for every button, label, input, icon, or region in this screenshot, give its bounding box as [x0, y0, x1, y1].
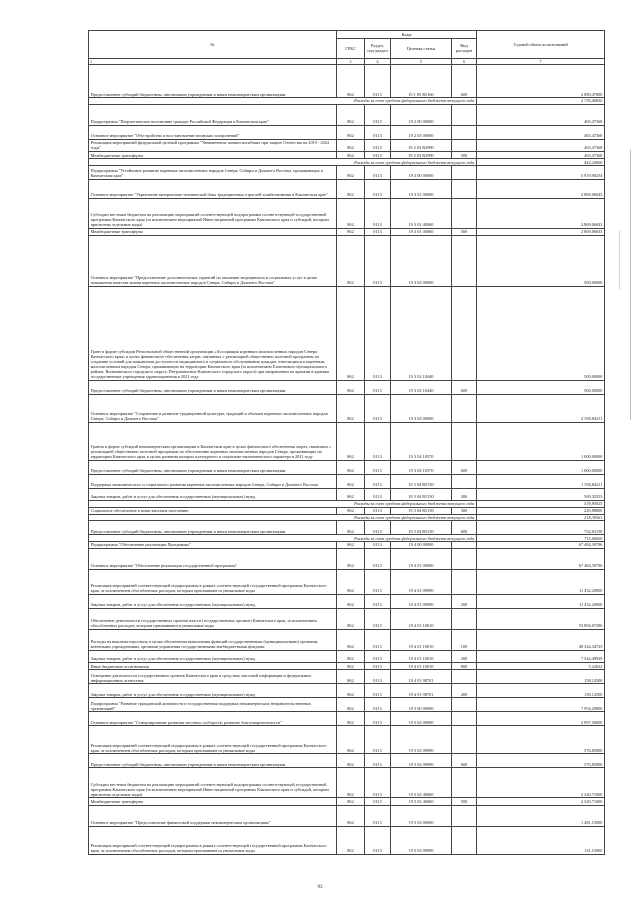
column-number: 1 [89, 59, 337, 65]
row-amount: 1 550,84211 [477, 475, 605, 489]
row-target-article: 19 3 04 10570 [391, 461, 452, 475]
row-expense-type: 600 [452, 461, 477, 475]
row-target-article: 19 4 01 10010 [391, 609, 452, 630]
column-number: 4 [365, 59, 391, 65]
row-name: Субсидии местным бюджетам на реализацию мероприятий соответствующей подпрограммы соответствующей государственной программы Камчатского края (за исключением мероприятий Инвестиционной программы Камчатского края и субсидий, которым присвоены отдельные коды) [89, 198, 337, 228]
row-expense-type [452, 826, 477, 854]
column-number: 5 [391, 59, 452, 65]
row-razdel: 0113 [365, 595, 391, 609]
row-amount: 11 432,20000 [477, 595, 605, 609]
row-name: Предоставление субсидий бюджетным, автономным учреждениям и иным некоммерческим организациям [89, 65, 337, 98]
row-name: Социальное обеспечение и иные выплаты населению [89, 507, 337, 514]
row-grbs: 862 [337, 139, 365, 151]
row-grbs: 862 [337, 595, 365, 609]
row-grbs: 862 [337, 798, 365, 805]
row-name: Субсидии местным бюджетам на реализацию мероприятий соответствующей подпрограммы соответствующей государственной программы Камчатского края (за исключением мероприятий Инвестиционной программы Камчатского края и субсидий, которым присвоены отдельные коды) [89, 768, 337, 798]
row-amount: 229,88800 [477, 507, 605, 514]
row-name: Реализация мероприятий соответствующей подпрограммы в рамках соответствующей государственной программы Камчатского края, за исключением обособленных расходов, которым присваиваются уникальные коды [89, 826, 337, 854]
row-target-article: 19 5 02 40060 [391, 768, 452, 798]
row-amount: 2 550,84211 [477, 395, 605, 423]
table-row [89, 826, 605, 854]
row-razdel: 0113 [365, 670, 391, 684]
row-amount: 569,32553 [477, 489, 605, 501]
row-name: Подпрограмма "Обеспечение реализации Программы" [89, 541, 337, 548]
row-name: Основное мероприятие "Предоставление финансовой поддержки некоммерческим организациям" [89, 805, 337, 826]
row-expense-type: 300 [452, 507, 477, 514]
row-name: Основное мероприятие "Укрепление материально-технической базы традиционных отраслей хозяйствования в Камчатском крае" [89, 179, 337, 198]
row-razdel: 0113 [365, 570, 391, 595]
table-row [89, 287, 605, 381]
row-razdel: 0113 [365, 198, 391, 228]
table-row [89, 198, 605, 228]
row-amount: 1 000,00000 [477, 461, 605, 475]
row-razdel: 0113 [365, 139, 391, 151]
table-row [89, 179, 605, 198]
row-razdel: 0113 [365, 125, 391, 139]
table-row [89, 507, 605, 514]
table-row [89, 712, 605, 726]
row-name: Межбюджетные трансферты [89, 798, 337, 805]
row-grbs: 862 [337, 152, 365, 159]
row-name: Расходы на выплаты персоналу в целях обеспечения выполнения функций государственными (муниципальными) органами, казенными учреждениями, органами управления государственными внебюджетными фондами [89, 630, 337, 651]
row-expense-type: 200 [452, 489, 477, 501]
row-amount: 7 954,29000 [477, 698, 605, 712]
row-amount: 2 880,47000 [477, 65, 605, 98]
row-target-article: 19 5 03 09990 [391, 826, 452, 854]
row-amount: 465,47368 [477, 104, 605, 125]
subtotal-amount: 218,39361 [477, 514, 605, 520]
row-expense-type [452, 698, 477, 712]
table-row [89, 609, 605, 630]
row-razdel: 0113 [365, 104, 391, 125]
header-codes: Коды [337, 31, 477, 39]
row-target-article: 19 2 03 R2990 [391, 139, 452, 151]
table-row [89, 630, 605, 651]
row-razdel: 0113 [365, 609, 391, 630]
row-grbs: 862 [337, 768, 365, 798]
row-expense-type: 200 [452, 684, 477, 698]
table-row [89, 228, 605, 235]
table-row [89, 461, 605, 475]
row-expense-type: 600 [452, 65, 477, 98]
row-grbs: 862 [337, 287, 365, 381]
row-expense-type [452, 549, 477, 570]
row-grbs: 862 [337, 570, 365, 595]
table-row [89, 805, 605, 826]
row-target-article: 19 4 01 10010 [391, 630, 452, 651]
row-razdel: 0113 [365, 698, 391, 712]
row-amount: 752,63158 [477, 521, 605, 535]
row-amount: 2 869,06043 [477, 198, 605, 228]
row-name: Основное мероприятие "Стимулирование развития местных сообществ, развитие благотворительности" [89, 712, 337, 726]
row-target-article: 19 5 02 00000 [391, 712, 452, 726]
table-row [89, 726, 605, 754]
row-razdel: 0113 [365, 507, 391, 514]
row-grbs: 862 [337, 179, 365, 198]
row-amount: 2 869,06043 [477, 228, 605, 235]
row-razdel: 0113 [365, 630, 391, 651]
column-number: 6 [452, 59, 477, 65]
row-expense-type [452, 179, 477, 198]
budget-table [88, 30, 605, 855]
row-expense-type [452, 726, 477, 754]
row-amount: 67 484,39796 [477, 541, 605, 548]
row-razdel: 0113 [365, 461, 391, 475]
subtotal-amount: 715,00000 [477, 535, 605, 541]
row-razdel: 0113 [365, 805, 391, 826]
table-row [89, 570, 605, 595]
row-razdel: 0113 [365, 236, 391, 287]
subtotal-amount: 2 736,46850 [477, 98, 605, 104]
row-name: Основное мероприятие "Предоставление дополнительных гарантий по оказанию медицинских и социальных услуг в целях повышения качества жизни коренных малочисленных народов Севера, Сибири и Дальнего Востока" [89, 236, 337, 287]
subtotal-label: Расходы за счет средств федерального бюджета текущего года [89, 514, 477, 520]
row-target-article: 19 2 00 00000 [391, 104, 452, 125]
row-name: Иные бюджетные ассигнования [89, 663, 337, 670]
row-grbs: 862 [337, 549, 365, 570]
row-name: Закупка товаров, работ и услуг для обеспечения государственных (муниципальных) нужд [89, 489, 337, 501]
row-grbs: 862 [337, 712, 365, 726]
row-target-article: 19 4 01 98701 [391, 670, 452, 684]
row-name: Реализация мероприятий соответствующей подпрограммы в рамках соответствующей государственной программы Камчатского края, за исключением обособленных расходов, которым присваиваются уникальные коды [89, 726, 337, 754]
row-target-article: 19 4 01 09990 [391, 595, 452, 609]
row-grbs: 862 [337, 805, 365, 826]
row-name: Подпрограмма "Развитие гражданской активности и государственная поддержка некоммерческих неправительственных организаций" [89, 698, 337, 712]
row-amount: 2 897,56000 [477, 712, 605, 726]
row-grbs: 862 [337, 475, 365, 489]
row-name: Обеспечение деятельности государственных органов власти (государственных органов) Камчатского края, за исключением обособленных расходов, которым присваиваются уникальные коды [89, 609, 337, 630]
row-target-article: 19 2 03 R2990 [391, 152, 452, 159]
row-grbs: 862 [337, 165, 365, 179]
row-grbs: 862 [337, 754, 365, 768]
row-target-article: 19 3 01 40060 [391, 228, 452, 235]
row-razdel: 0113 [365, 65, 391, 98]
table-row [89, 489, 605, 501]
row-name: Основное мероприятие "Обеспечение реализации государственной программы" [89, 549, 337, 570]
row-target-article: 19 3 04 R5150 [391, 475, 452, 489]
row-name: Подпрограмма "Устойчивое развитие коренных малочисленных народов Севера, Сибири и Дальнего Востока, проживающих в Камчатском крае" [89, 165, 337, 179]
row-name: Закупка товаров, работ и услуг для обеспечения государственных (муниципальных) нужд [89, 684, 337, 698]
row-name: Реализация мероприятий федеральной целевой программы "Увековечение памяти погибших при защите Отечества на 2019 - 2024 годы" [89, 139, 337, 151]
row-grbs: 862 [337, 630, 365, 651]
row-expense-type: 200 [452, 651, 477, 663]
row-target-article: 19 5 02 09990 [391, 726, 452, 754]
row-target-article: 19 2 03 00000 [391, 125, 452, 139]
row-razdel: 0113 [365, 712, 391, 726]
subtotal-label: Расходы за счет средств федерального бюджета текущего года [89, 159, 477, 165]
scan-edge-mark [630, 150, 631, 420]
row-target-article: 19 3 04 R5150 [391, 507, 452, 514]
subtotal-label: Расходы за счет средств федерального бюджета текущего года [89, 98, 477, 104]
row-expense-type [452, 104, 477, 125]
row-expense-type [452, 125, 477, 139]
row-name: Подпрограмма "Патриотическое воспитание граждан Российской Федерации в Камчатском крае" [89, 104, 337, 125]
row-grbs: 862 [337, 125, 365, 139]
row-razdel: 0113 [365, 381, 391, 395]
row-expense-type: 100 [452, 630, 477, 651]
row-expense-type [452, 395, 477, 423]
row-target-article: 19 3 04 00000 [391, 395, 452, 423]
row-grbs: 862 [337, 423, 365, 461]
subtotal-label: Расходы за счет средств федерального бюджета текущего года [89, 535, 477, 541]
table-row [89, 125, 605, 139]
row-target-article: 19 3 01 40060 [391, 198, 452, 228]
row-amount: 2 869,06043 [477, 179, 605, 198]
row-expense-type [452, 670, 477, 684]
row-razdel: 0113 [365, 726, 391, 754]
row-amount: 11 432,20000 [477, 570, 605, 595]
table-row [89, 139, 605, 151]
row-expense-type [452, 139, 477, 151]
row-target-article: 19 5 00 00000 [391, 698, 452, 712]
row-target-article: 19 4 01 98701 [391, 684, 452, 698]
row-target-article: 19 4 00 00000 [391, 541, 452, 548]
row-target-article: 19 3 04 R5150 [391, 489, 452, 501]
row-name: Реализация мероприятий соответствующей подпрограммы в рамках соответствующей государственной программы Камчатского края, за исключением обособленных расходов, которым присваиваются уникальные коды [89, 570, 337, 595]
row-razdel: 0113 [365, 228, 391, 235]
row-razdel: 0113 [365, 826, 391, 854]
row-expense-type [452, 541, 477, 548]
row-razdel: 0113 [365, 475, 391, 489]
row-expense-type: 500 [452, 798, 477, 805]
table-row [89, 236, 605, 287]
row-expense-type [452, 287, 477, 381]
table-row [89, 651, 605, 663]
subtotal-amount: 539,85925 [477, 501, 605, 507]
row-name: Грант в форме субсидии Региональной общественной организации «Ассоциация коренных малочисленных народов Севера Камчатского края» в целях финансового обеспечения затрат, связанных с реализацией общественно полезной программы по созданию условий для повышения доступности медицинского и социального обслуживания граждан, относящихся к коренным малочисленным народам Севера, проживающих на территории Камчатского края (за исключением Елизовского муниципального района, Вилючинского городского округа, Петропавловск-Камчатского городского округа) при направлении их врачами в краевые государственные учреждения здравоохранения в 2021 году [89, 287, 337, 381]
row-expense-type [452, 423, 477, 461]
row-razdel: 0113 [365, 395, 391, 423]
row-name: Основное мероприятие "Сохранение и развитие традиционной культуры, традиций и обычаев коренных малочисленных народов Севера, Сибири и Дальнего Востока" [89, 395, 337, 423]
row-target-article: 19 5 03 00000 [391, 805, 452, 826]
row-expense-type [452, 236, 477, 287]
row-grbs: 862 [337, 698, 365, 712]
row-razdel: 0113 [365, 798, 391, 805]
table-row [89, 395, 605, 423]
row-target-article: 19 5 02 40060 [391, 798, 452, 805]
row-razdel: 0113 [365, 152, 391, 159]
subtotal-amount: 442,20000 [477, 159, 605, 165]
table-row [89, 549, 605, 570]
row-expense-type [452, 609, 477, 630]
column-number: 3 [337, 59, 365, 65]
table-row [89, 754, 605, 768]
row-grbs: 862 [337, 228, 365, 235]
row-grbs: 862 [337, 670, 365, 684]
row-target-article: 19 5 02 09990 [391, 754, 452, 768]
row-amount: 67 484,39796 [477, 549, 605, 570]
row-target-article: 19 4 01 00000 [391, 549, 452, 570]
subtotal-label: Расходы за счет средств федерального бюджета текущего года [89, 501, 477, 507]
row-amount: 465,47368 [477, 125, 605, 139]
row-grbs: 862 [337, 381, 365, 395]
row-razdel: 0113 [365, 768, 391, 798]
row-name: Закупка товаров, работ и услуг для обеспечения государственных (муниципальных) нужд [89, 595, 337, 609]
row-amount: 500,00000 [477, 236, 605, 287]
row-target-article: 19 4 01 09990 [391, 570, 452, 595]
row-name: Освещение деятельности государственных органов Камчатского края в средствах массовой информации и федеральных информационных агентствах [89, 670, 337, 684]
budget-table-sheet [88, 30, 604, 855]
row-target-article: 19 3 02 10440 [391, 287, 452, 381]
row-amount: 1 000,00000 [477, 423, 605, 461]
row-razdel: 0113 [365, 489, 391, 501]
row-expense-type: 500 [452, 152, 477, 159]
row-target-article: 19 4 01 10010 [391, 663, 452, 670]
row-grbs: 862 [337, 726, 365, 754]
row-amount: 500,00000 [477, 381, 605, 395]
row-expense-type [452, 198, 477, 228]
row-razdel: 0113 [365, 549, 391, 570]
row-name: Поддержка экономического и социального развития коренных малочисленных народов Севера, Сибири и Дальнего Востока [89, 475, 337, 489]
row-target-article: 19 3 02 00000 [391, 236, 452, 287]
row-grbs: 862 [337, 826, 365, 854]
row-amount: 5 919,90254 [477, 165, 605, 179]
table-row [89, 670, 605, 684]
row-amount: 158,12500 [477, 684, 605, 698]
row-razdel: 0113 [365, 684, 391, 698]
row-amount: 5,22632 [477, 663, 605, 670]
row-expense-type: 500 [452, 228, 477, 235]
row-grbs: 862 [337, 684, 365, 698]
table-row [89, 768, 605, 798]
row-target-article: 19 3 04 10570 [391, 423, 452, 461]
table-row [89, 663, 605, 670]
row-amount: 2 320,71000 [477, 768, 605, 798]
row-amount: 48 344,34725 [477, 630, 605, 651]
row-expense-type [452, 712, 477, 726]
table-row [89, 521, 605, 535]
row-grbs: 862 [337, 198, 365, 228]
table-row [89, 165, 605, 179]
row-amount: 576,85000 [477, 754, 605, 768]
row-amount: 465,47368 [477, 139, 605, 151]
table-row [89, 475, 605, 489]
scan-edge-mark [619, 230, 620, 290]
row-name: Предоставление субсидий бюджетным, автономным учреждениям и иным некоммерческим организациям [89, 381, 337, 395]
row-expense-type [452, 768, 477, 798]
table-row [89, 541, 605, 548]
row-razdel: 0113 [365, 521, 391, 535]
table-row [89, 798, 605, 805]
header-expense-type: Вид расходов [452, 38, 477, 58]
row-expense-type: 600 [452, 521, 477, 535]
header-number: № [89, 31, 337, 59]
row-name: Предоставление субсидий бюджетным, автономным учреждениям и иным некоммерческим организациям [89, 461, 337, 475]
row-amount: 55 894,07296 [477, 609, 605, 630]
row-grbs: 862 [337, 609, 365, 630]
row-grbs: 862 [337, 489, 365, 501]
row-expense-type [452, 570, 477, 595]
header-grbs: ГРБС [337, 38, 365, 58]
row-razdel: 0113 [365, 651, 391, 663]
row-razdel: 0113 [365, 165, 391, 179]
row-razdel: 0113 [365, 179, 391, 198]
row-amount: 500,00000 [477, 287, 605, 381]
row-target-article: 19 3 02 10440 [391, 381, 452, 395]
row-amount: 465,47368 [477, 152, 605, 159]
row-grbs: 862 [337, 395, 365, 423]
row-name: Гранты в форме субсидий некоммерческим организациям в Камчатском крае в целях финансового обеспечения затрат, связанных с реализацией общественно полезной программы по обеспечению коренных малочисленных народов Севера, проживающих на территории Камчатского края, в целях развития которых культурного и социально-экономического характера в 2021 году [89, 423, 337, 461]
row-amount: 7 544,49939 [477, 651, 605, 663]
row-grbs: 862 [337, 651, 365, 663]
table-row [89, 381, 605, 395]
row-amount: 131,15000 [477, 826, 605, 854]
row-razdel: 0113 [365, 754, 391, 768]
row-expense-type: 600 [452, 754, 477, 768]
row-target-article: 19 4 01 10010 [391, 651, 452, 663]
header-target-article: Целевая статья [391, 38, 452, 58]
header-razdel: Раздел, под-раздел [365, 38, 391, 58]
row-grbs: 862 [337, 236, 365, 287]
row-grbs: 862 [337, 541, 365, 548]
row-expense-type [452, 165, 477, 179]
table-row [89, 152, 605, 159]
header-annual-volume: Годовой объем ассигнований [477, 31, 605, 59]
row-razdel: 0113 [365, 663, 391, 670]
row-amount: 158,12500 [477, 670, 605, 684]
row-expense-type: 200 [452, 595, 477, 609]
row-grbs: 862 [337, 521, 365, 535]
row-razdel: 0113 [365, 287, 391, 381]
row-razdel: 0113 [365, 541, 391, 548]
row-amount: 576,85000 [477, 726, 605, 754]
table-row [89, 684, 605, 698]
row-target-article: 19 3 00 00000 [391, 165, 452, 179]
table-row [89, 423, 605, 461]
row-expense-type: 800 [452, 663, 477, 670]
row-target-article: 19 1 05 R5160 [391, 65, 452, 98]
row-name: Предоставление субсидий бюджетным, автономным учреждениям и иным некоммерческим организациям [89, 521, 337, 535]
row-target-article: 19 3 04 R5150 [391, 521, 452, 535]
row-expense-type: 600 [452, 381, 477, 395]
table-row [89, 595, 605, 609]
table-row [89, 104, 605, 125]
row-name: Межбюджетные трансферты [89, 152, 337, 159]
column-number: 7 [477, 59, 605, 65]
table-row [89, 698, 605, 712]
row-expense-type [452, 805, 477, 826]
row-grbs: 862 [337, 65, 365, 98]
row-expense-type [452, 475, 477, 489]
row-name: Предоставление субсидий бюджетным, автономным учреждениям и иным некоммерческим организациям [89, 754, 337, 768]
page-number: 93 [317, 885, 323, 890]
row-amount: 2 320,71000 [477, 798, 605, 805]
row-grbs: 862 [337, 663, 365, 670]
row-amount: 1 481,15000 [477, 805, 605, 826]
row-grbs: 862 [337, 461, 365, 475]
row-grbs: 862 [337, 507, 365, 514]
row-target-article: 19 3 01 00000 [391, 179, 452, 198]
row-name: Закупка товаров, работ и услуг для обеспечения государственных (муниципальных) нужд [89, 651, 337, 663]
row-razdel: 0113 [365, 423, 391, 461]
table-row [89, 65, 605, 98]
row-grbs: 862 [337, 104, 365, 125]
row-name: Межбюджетные трансферты [89, 228, 337, 235]
row-name: Основное мероприятие "Обустройство и восстановление воинских захоронений" [89, 125, 337, 139]
